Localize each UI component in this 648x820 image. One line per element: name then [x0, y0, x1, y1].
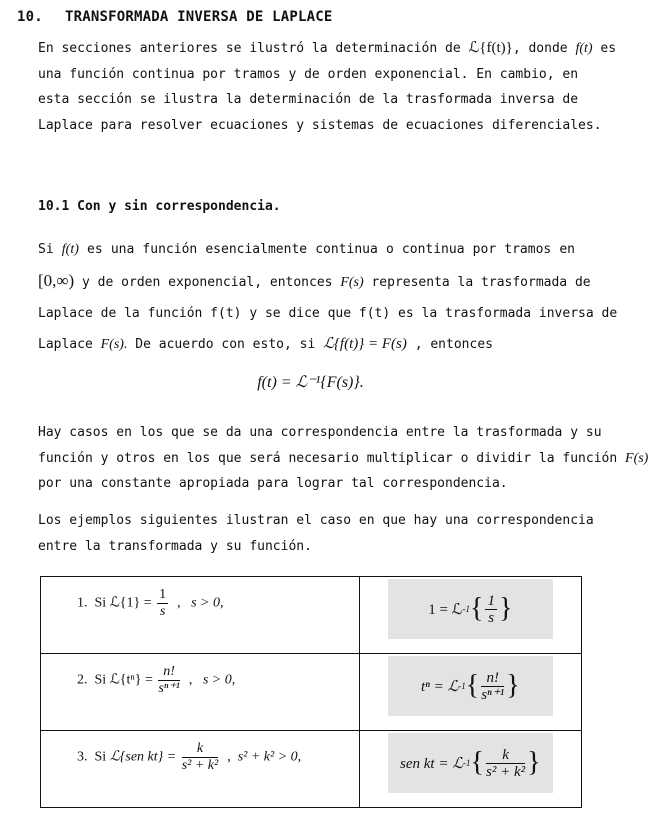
fraction-numerator: 1 [159, 587, 167, 602]
inverse-fraction [485, 593, 497, 626]
table-row [41, 654, 582, 731]
body-text: Laplace [38, 337, 93, 352]
inverse-exponent: -1 [458, 681, 466, 691]
body-paragraph-1 [38, 234, 618, 360]
inverse-fraction [486, 747, 525, 780]
function-symbol: F(s) [340, 275, 364, 290]
body-text: De acuerdo con esto, si [135, 337, 316, 352]
example-condition: s > 0, [191, 595, 224, 611]
table-row [41, 731, 582, 808]
example-transform: ℒ{sen kt} = [109, 749, 177, 765]
table-row [41, 577, 582, 654]
intro-line-2: una función continua por tramos y de orden exponencial. En cambio, en [38, 66, 579, 82]
subsection-heading: 10.1 Con y sin correspondencia. [38, 199, 281, 214]
body1-line-3: Laplace de la función f(t) y se dice que f(t) es la trasformada inversa de [38, 306, 618, 321]
inverse-fraction [481, 670, 504, 703]
body-text: , entonces [414, 337, 493, 352]
brace-close-icon: } [527, 747, 541, 778]
section-title: TRANSFORMADA INVERSA DE LAPLACE [65, 9, 333, 25]
inverse-cell [359, 654, 581, 731]
interval-expression: [0,∞) [38, 271, 75, 290]
example-index: 3. [77, 749, 88, 765]
fraction-numerator: k [182, 741, 219, 758]
inverse-box [388, 656, 553, 716]
example-si: Si [94, 672, 107, 688]
fraction-numerator: k [486, 747, 525, 764]
inverse-lhs: sen kt = ℒ [400, 755, 464, 772]
example-condition: s² + k² > 0, [237, 749, 302, 765]
function-symbol: F(s). [100, 337, 128, 352]
body-text: representa la trasformada de [371, 275, 591, 290]
body-text: función y otros en los que será necesario multiplicar o dividir la función [38, 450, 618, 466]
function-symbol: f(t) [61, 242, 79, 257]
body2-line-1: Hay casos en los que se da una correspondencia entre la trasformada y su [38, 425, 602, 440]
intro-paragraph [38, 36, 617, 138]
intro-text: En secciones anteriores se ilustró la determinación de [38, 41, 461, 56]
body3-line-1: Los ejemplos siguientes ilustran el caso en que hay una correspondencia [38, 513, 594, 528]
example-statement: 2. Si ℒ{tⁿ} = $\frac{n!}{\text{sⁿ⁺¹}}$ , s > 0, [77, 664, 236, 696]
brace-close-icon: } [506, 670, 520, 701]
body1-line-4 [38, 329, 575, 360]
body1-line-1 [38, 234, 575, 265]
inverse-box [388, 733, 553, 793]
brace-open-icon: { [469, 593, 484, 624]
example-condition: s > 0, [202, 672, 236, 688]
intro-text: es [600, 41, 617, 56]
intro-line-1 [38, 36, 617, 62]
body-text: y de orden exponencial, entonces [82, 275, 333, 290]
example-index: 1. [77, 595, 88, 611]
function-symbol: F(s) [625, 450, 648, 466]
fraction-denominator: s² + k² [485, 763, 526, 780]
example-index: 2. [77, 672, 88, 688]
example-statement: 3. Si ℒ{sen kt} = $\frac{k}{\text{s² + k²}}$ , s² + k² > 0, [77, 741, 302, 773]
section-heading [17, 9, 333, 25]
body1-line-2 [38, 265, 591, 298]
inverse-box [388, 579, 553, 639]
fraction-denominator: s [159, 604, 166, 619]
inverse-formula: f(t) = ℒ⁻¹{F(s)}. [257, 374, 364, 391]
fraction-denominator: sⁿ⁺¹ [158, 681, 180, 696]
examples-table [40, 576, 582, 808]
body-text: es una función esencialmente continua o continua por tramos en [87, 242, 576, 257]
body2-line-3: por una constante apropiada para lograr tal correspondencia. [38, 476, 508, 491]
example-transform: ℒ{1} = [109, 595, 152, 611]
example-cell [41, 577, 360, 654]
body-text: Si [38, 242, 54, 257]
laplace-expression: ℒ{f(t)} [468, 40, 513, 56]
inverse-cell [359, 731, 581, 808]
fraction-denominator: s [488, 609, 495, 626]
section-number: 10. [17, 9, 43, 25]
example-transform: ℒ{tⁿ} = [109, 672, 153, 688]
inverse-lhs: tⁿ = ℒ [420, 678, 459, 695]
laplace-expression: ℒ{f(t)} = F(s) [323, 336, 407, 352]
brace-open-icon: { [465, 670, 480, 701]
inverse-lhs: 1 = ℒ [428, 601, 463, 618]
example-fraction [158, 664, 179, 697]
body2-line-2 [38, 446, 648, 472]
inverse-exponent: -1 [463, 758, 471, 768]
intro-line-4: Laplace para resolver ecuaciones y sistemas de ecuaciones diferenciales. [38, 117, 602, 133]
example-cell [41, 731, 360, 808]
example-fraction [182, 741, 219, 774]
fraction-denominator: sⁿ⁺¹ [481, 686, 505, 703]
example-si: Si [94, 595, 107, 611]
function-symbol: f(t) [575, 41, 593, 56]
fraction-numerator: n! [481, 670, 504, 687]
inverse-cell [359, 577, 581, 654]
body-paragraph-2 [38, 420, 648, 497]
fraction-numerator: n! [158, 664, 179, 681]
body-paragraph-3 [38, 508, 594, 559]
fraction-denominator: s² + k² [181, 758, 219, 773]
intro-text: , donde [512, 41, 568, 56]
example-statement: 1. Si ℒ{1} = $\frac{1}{s}$ , s > 0, [77, 587, 224, 619]
inverse-exponent: -1 [462, 604, 470, 614]
brace-open-icon: { [470, 747, 484, 778]
brace-close-icon: } [498, 593, 513, 624]
intro-line-3: esta sección se ilustra la determinación de la trasformada inversa de [38, 92, 579, 107]
example-si: Si [94, 749, 107, 765]
example-cell [41, 654, 360, 731]
body3-line-2: entre la transformada y su función. [38, 538, 312, 554]
example-fraction [157, 587, 168, 620]
fraction-numerator: 1 [487, 592, 495, 609]
